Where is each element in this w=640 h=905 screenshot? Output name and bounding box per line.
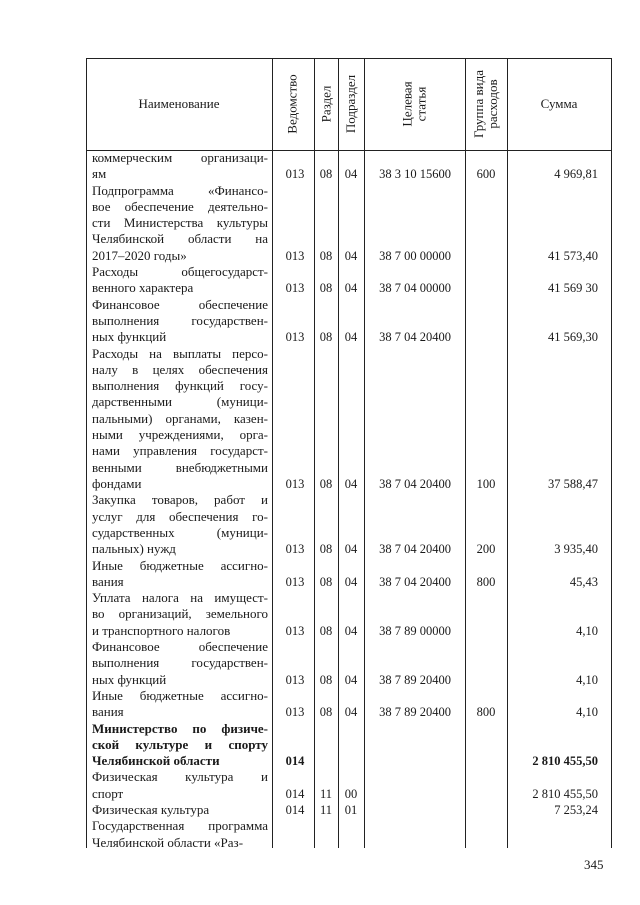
row-target: 38 7 89 20400: [379, 672, 451, 687]
row-name-line: Челябинской области: [92, 753, 220, 769]
header-podrazdel: [338, 58, 364, 150]
row-name-line: Иные бюджетные ассигно-: [92, 557, 268, 573]
table-row: [86, 150, 612, 183]
row-name-line: вое обеспечение деятельно-: [92, 198, 268, 214]
row-name-line: спорт: [92, 785, 124, 801]
row-target: 38 7 89 00000: [379, 623, 451, 638]
row-sum: 2 810 455,50: [532, 786, 598, 801]
page-number: 345: [584, 857, 604, 872]
row-name-line: ской культуре и спорту: [92, 736, 268, 752]
row-group: 100: [476, 476, 496, 491]
row-razdel: 08: [319, 672, 333, 687]
row-podrazdel: 04: [344, 330, 358, 345]
row-razdel: 08: [319, 705, 333, 720]
row-vedomstvo: 013: [285, 248, 305, 263]
row-name-line: налу в целях обеспечения: [92, 361, 268, 377]
row-target: 38 7 04 20400: [379, 476, 451, 491]
row-sum: 37 588,47: [548, 476, 598, 491]
row-vedomstvo: 013: [285, 330, 305, 345]
row-name-line: вания: [92, 573, 124, 589]
row-group: 200: [476, 542, 496, 557]
table-row: [86, 346, 612, 493]
header-target-line2: статья: [413, 86, 429, 122]
row-podrazdel: 04: [344, 281, 358, 296]
header-group-label: [472, 70, 500, 138]
table-row: [86, 802, 612, 818]
row-podrazdel: 00: [344, 786, 358, 801]
header-group-line1: Группа вида: [471, 70, 487, 138]
header-podrazdel-label: Подраздел: [343, 74, 359, 134]
row-vedomstvo: 013: [285, 672, 305, 687]
header-group-line2: расходов: [485, 79, 501, 129]
row-podrazdel: 04: [344, 623, 358, 638]
header-razdel: [314, 58, 338, 150]
row-target: 38 3 10 15600: [379, 167, 451, 182]
row-name: [92, 769, 268, 802]
row-group: 800: [476, 705, 496, 720]
row-name-line: дарственными (муници-: [92, 394, 268, 410]
row-name-line: венного характера: [92, 280, 194, 296]
header-group: [465, 58, 507, 150]
row-name: [92, 639, 268, 688]
row-name-line: выполнения государствен-: [92, 655, 268, 671]
header-sum-label: Сумма: [540, 96, 578, 111]
row-sum: 41 573,40: [548, 248, 598, 263]
row-name-line: Закупка товаров, работ и: [92, 492, 268, 508]
row-name-line: ных функций: [92, 329, 167, 345]
row-name-line: сударственных (муници-: [92, 524, 268, 540]
row-vedomstvo: 014: [285, 786, 305, 801]
row-name-line: Расходы общегосударст-: [92, 264, 268, 280]
row-podrazdel: 01: [344, 803, 358, 817]
row-razdel: 08: [319, 542, 333, 557]
row-vedomstvo: 013: [285, 574, 305, 589]
row-name-line: нами управления государст-: [92, 443, 268, 459]
row-name-line: и транспортного налогов: [92, 622, 231, 638]
row-vedomstvo: 014: [285, 754, 305, 769]
header-target-label: [400, 81, 428, 126]
table-row: [86, 818, 612, 851]
row-target: 38 7 04 20400: [379, 330, 451, 345]
row-name: [92, 297, 268, 346]
row-vedomstvo: 014: [285, 803, 305, 817]
row-podrazdel: 04: [344, 542, 358, 557]
header-sum: [507, 58, 611, 150]
table-row: [86, 297, 612, 346]
row-name: [92, 150, 268, 183]
row-name-line: ных функций: [92, 671, 167, 687]
row-target: 38 7 04 20400: [379, 542, 451, 557]
row-vedomstvo: 013: [285, 476, 305, 491]
row-name-line: Финансовое обеспечение: [92, 639, 268, 654]
header-name-label: Наименование: [138, 96, 220, 111]
row-sum: 41 569 30: [548, 281, 598, 296]
header-target: [364, 58, 465, 150]
row-name-line: выполнения государствен-: [92, 312, 268, 328]
row-vedomstvo: 013: [285, 542, 305, 557]
row-name: [92, 590, 268, 639]
row-name-line: Челябинской области на: [92, 231, 268, 247]
row-razdel: 08: [319, 623, 333, 638]
row-name-line: Финансовое обеспечение: [92, 296, 268, 312]
table-row: [86, 264, 612, 297]
row-razdel: 08: [319, 281, 333, 296]
row-sum: 45,43: [569, 574, 598, 589]
row-name-line: услуг для обеспечения го-: [92, 508, 268, 524]
row-sum: 4,10: [576, 623, 598, 638]
row-vedomstvo: 013: [285, 167, 305, 182]
row-name: [92, 183, 268, 264]
row-sum: 41 569,30: [548, 330, 598, 345]
row-name: [92, 264, 268, 297]
header-name: [86, 58, 272, 150]
row-podrazdel: 04: [344, 476, 358, 491]
row-sum: 2 810 455,50: [532, 754, 598, 769]
row-target: 38 7 00 00000: [379, 248, 451, 263]
row-podrazdel: 04: [344, 672, 358, 687]
table-row: [86, 721, 612, 770]
row-name-line: пальных) нужд: [92, 541, 176, 557]
row-vedomstvo: 013: [285, 281, 305, 296]
table-row: [86, 639, 612, 688]
row-name: [92, 558, 268, 591]
row-razdel: 08: [319, 248, 333, 263]
row-name-line: 2017–2020 годы»: [92, 247, 187, 263]
row-name-line: коммерческим организаци-: [92, 150, 268, 165]
budget-table: [86, 58, 612, 848]
row-razdel: 08: [319, 476, 333, 491]
row-name-line: венными внебюджетными: [92, 459, 268, 475]
row-sum: 4 969,81: [554, 167, 598, 182]
row-podrazdel: 04: [344, 705, 358, 720]
row-name-line: фондами: [92, 475, 142, 491]
row-group: 600: [476, 167, 496, 182]
row-razdel: 11: [319, 786, 333, 801]
row-name-line: Иные бюджетные ассигно-: [92, 687, 268, 703]
header-razdel-label: Раздел: [318, 85, 333, 123]
row-name: [92, 721, 268, 770]
table-row: [86, 558, 612, 591]
row-razdel: 08: [319, 330, 333, 345]
table-row: [86, 492, 612, 557]
row-name-line: Челябинской области «Раз-: [92, 834, 244, 850]
row-target: 38 7 04 00000: [379, 281, 451, 296]
row-name-line: пальными) органами, казен-: [92, 410, 268, 426]
row-name: [92, 802, 268, 818]
table-row: [86, 688, 612, 721]
row-razdel: 11: [319, 803, 333, 817]
row-vedomstvo: 013: [285, 705, 305, 720]
row-name-line: сти Министерства культуры: [92, 215, 268, 231]
row-name-line: выполнения функций госу-: [92, 378, 268, 394]
row-podrazdel: 04: [344, 248, 358, 263]
row-razdel: 08: [319, 167, 333, 182]
row-group: 800: [476, 574, 496, 589]
header-vedomstvo: [272, 58, 314, 150]
header-target-line1: Целевая: [399, 81, 415, 127]
row-name-line: Расходы на выплаты персо-: [92, 345, 268, 361]
row-sum: 4,10: [576, 705, 598, 720]
row-name: [92, 492, 268, 557]
row-podrazdel: 04: [344, 167, 358, 182]
row-name-line: Физическая культура: [92, 802, 210, 817]
row-razdel: 08: [319, 574, 333, 589]
table-row: [86, 183, 612, 265]
row-target: 38 7 04 20400: [379, 574, 451, 589]
row-name-line: Уплата налога на имущест-: [92, 590, 268, 606]
row-name-line: Физическая культура и: [92, 769, 268, 785]
table-row: [86, 769, 612, 802]
row-vedomstvo: 013: [285, 623, 305, 638]
header-vedomstvo-label: Ведомство: [285, 74, 300, 134]
table-row: [86, 590, 612, 639]
row-target: 38 7 89 20400: [379, 705, 451, 720]
row-name-line: во организаций, земельного: [92, 606, 268, 622]
row-name-line: Подпрограмма «Финансо-: [92, 182, 268, 198]
row-name: [92, 688, 268, 721]
row-sum: 3 935,40: [554, 542, 598, 557]
row-name-line: ям: [92, 166, 107, 182]
row-name-line: Государственная программа: [92, 818, 268, 834]
row-name-line: вания: [92, 704, 124, 720]
row-name: [92, 818, 268, 851]
row-name-line: Министерство по физиче-: [92, 720, 268, 736]
row-sum: 7 253,24: [554, 803, 598, 817]
row-name-line: ными учреждениями, орга-: [92, 427, 268, 443]
row-name: [92, 346, 268, 493]
row-podrazdel: 04: [344, 574, 358, 589]
row-sum: 4,10: [576, 672, 598, 687]
